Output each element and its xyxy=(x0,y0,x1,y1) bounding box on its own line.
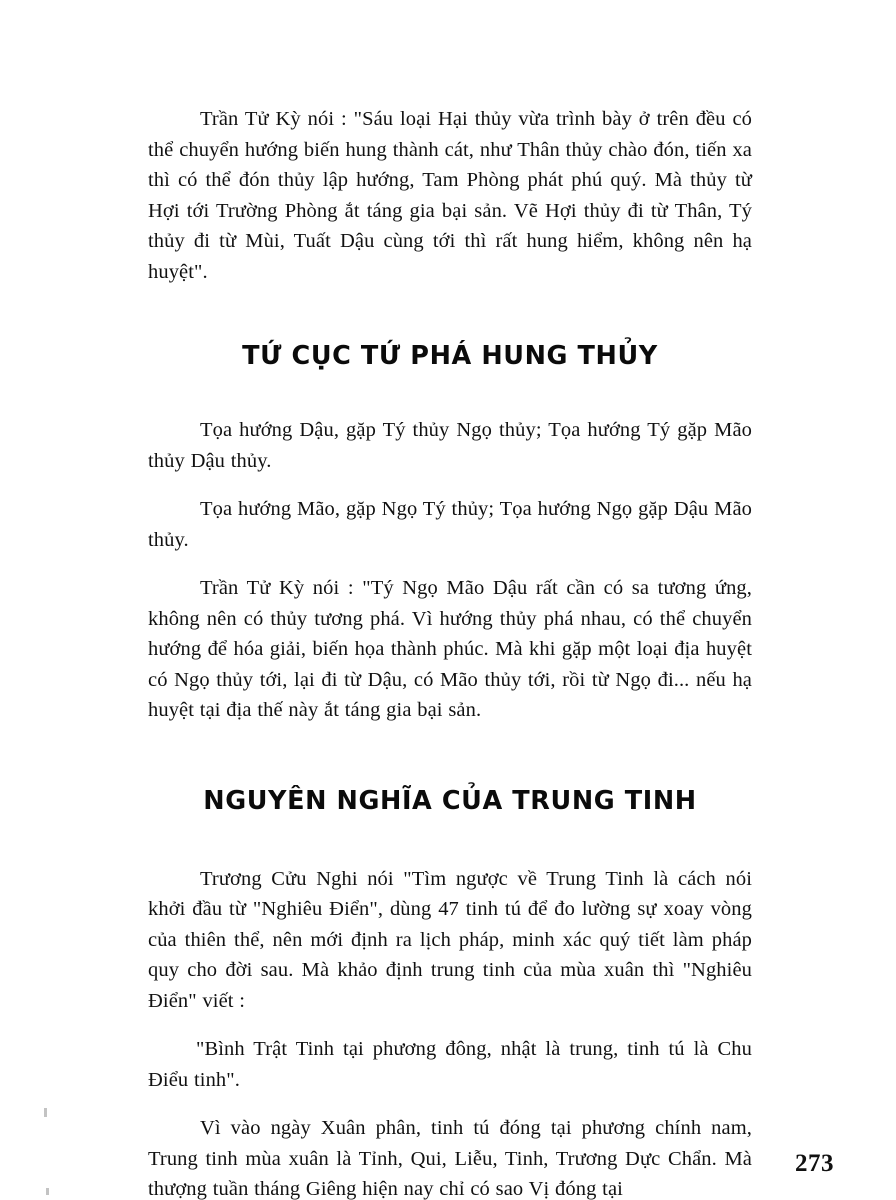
section-heading-2-block xyxy=(148,726,752,864)
paragraph-tran-tu-ky-ty-ngo-mao-dau: Trần Tử Kỳ nói : "Tý Ngọ Mão Dậu rất cần có sa tương ứng, không nên có thủy tương phá. Vì hướng thủy phá nhau, có thể chuyển hướng để hóa giải, biến họa thành phúc. Mà khi gặp một loại địa huyệt có Ngọ thủy tới, lại đi từ Dậu, có Mão thủy tới, rồi từ Ngọ đi... nếu hạ huyệt tại địa thế này ắt táng gia bại sản. xyxy=(148,577,752,721)
page-number: 273 xyxy=(795,1150,834,1177)
paragraph-gap xyxy=(148,1095,752,1113)
section-heading-tu-cuc-tu-pha-hung-thuy: TỨ CỤC TỨ PHÁ HUNG THỦY xyxy=(242,341,658,371)
section-heading-nguyen-nghia-cua-trung-tinh: NGUYÊN NGHĨA CỦA TRUNG TINH xyxy=(203,785,697,816)
paragraph-toa-huong-mao: Tọa hướng Mão, gặp Ngọ Tý thủy; Tọa hướng Ngọ gặp Dậu Mão thủy. xyxy=(148,498,752,551)
scan-artifact-speck xyxy=(44,1108,47,1117)
paragraph-truong-cuu-nghi: Trương Cửu Nghi nói "Tìm ngược về Trung Tinh là cách nói khởi đầu từ "Nghiêu Điển", dùng 47 tinh tú để đo lường sự xoay vòng của thiên thể, nên mới định ra lịch pháp, minh xác quý tiết làm pháp quy cho đời sau. Mà khảo định trung tinh của mùa xuân thì "Nghiêu Điển" viết : xyxy=(148,867,752,1012)
section-heading-1-block xyxy=(148,287,752,415)
page-text-column xyxy=(148,104,752,1200)
paragraph-gap xyxy=(148,555,752,573)
paragraph-toa-huong-dau: Tọa hướng Dậu, gặp Tý thủy Ngọ thủy; Tọa hướng Tý gặp Mão thủy Dậu thủy. xyxy=(148,419,752,472)
paragraph-binh-trat-tinh-quote: "Bình Trật Tinh tại phương đông, nhật là trung, tinh tú là Chu Điểu tinh". xyxy=(148,1038,752,1091)
paragraph-gap xyxy=(148,1016,752,1034)
paragraph-xuan-phan-trung-tinh: Vì vào ngày Xuân phân, tinh tú đóng tại phương chính nam, Trung tinh mùa xuân là Tỉnh, Qui, Liễu, Tinh, Trương Dực Chẩn. Mà thượng tuần tháng Giêng hiện nay chỉ có sao Vị đóng tại xyxy=(148,1117,752,1200)
paragraph-gap xyxy=(148,476,752,494)
paragraph-tran-tu-ky-hai-thuy: Trần Tử Kỳ nói : "Sáu loại Hại thủy vừa trình bày ở trên đều có thể chuyển hướng biến hung thành cát, như Thân thủy chào đón, tiến xa thì có thể đón thủy lập hướng, Tam Phòng phát phú quý. Mà thủy từ Hợi tới Trường Phòng ắt táng gia bại sản. Vẽ Hợi thủy đi từ Thân, Tý thủy đi từ Mùi, Tuất Dậu cùng tới thì rất hung hiểm, không nên hạ huyệt". xyxy=(148,108,752,283)
scan-artifact-speck xyxy=(46,1188,49,1195)
